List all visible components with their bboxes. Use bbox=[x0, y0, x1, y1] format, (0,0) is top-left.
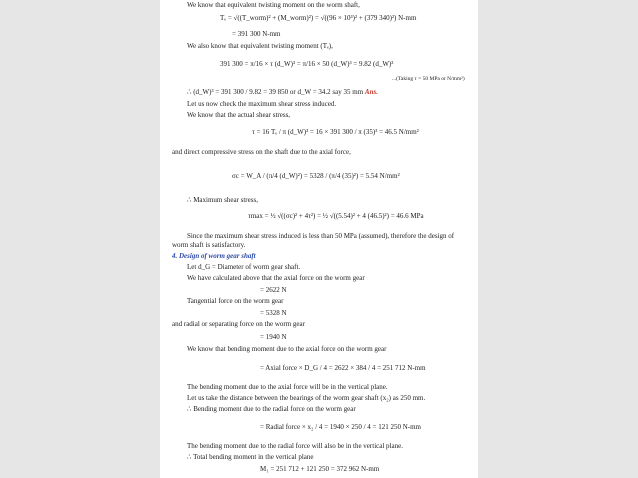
text-line: worm shaft is satisfactory. bbox=[172, 241, 246, 249]
equation-line: = 391 300 N-mm bbox=[232, 30, 281, 38]
equation-line: = 5328 N bbox=[260, 309, 287, 317]
text-line: ∴ Bending moment due to the radial force on the worm gear bbox=[187, 405, 356, 413]
text-line: We have calculated above that the axial force on the worm gear bbox=[187, 274, 365, 282]
answer-label: Ans. bbox=[364, 88, 378, 96]
text-line: Let d_G = Diameter of worm gear shaft. bbox=[187, 263, 301, 271]
equation-line: σc = W_A / (π/4 (d_W)²) = 5328 / (π/4 (35)²) = 5.54 N/mm² bbox=[232, 172, 400, 180]
text-line: We also know that equivalent twisting moment (Tₑ), bbox=[187, 42, 333, 50]
answer-line bbox=[187, 88, 378, 96]
text-line: The bending moment due to the radial force will also be in the vertical plane. bbox=[187, 442, 403, 450]
text-line: Since the maximum shear stress induced is less than 50 MPa (assumed), therefore the design of bbox=[187, 232, 455, 240]
equation-line: τmax = ½ √((σc)² + 4τ²) = ½ √((5.54)² + 4 (46.5)²) = 46.6 MPa bbox=[248, 212, 424, 220]
equation-line: M₁ = 251 712 + 121 250 = 372 962 N-mm bbox=[260, 465, 380, 473]
text-line: The bending moment due to the axial force will be in the vertical plane. bbox=[187, 383, 388, 391]
text-line: Let us now check the maximum shear stress induced. bbox=[187, 100, 337, 108]
equation-line: = Axial force × D_G / 4 = 2622 × 384 / 4 = 251 712 N-mm bbox=[260, 364, 426, 372]
text-line: and radial or separating force on the worm gear bbox=[172, 320, 305, 328]
text-line: We know that bending moment due to the axial force on the worm gear bbox=[187, 345, 387, 353]
text-line: Tangential force on the worm gear bbox=[187, 297, 284, 305]
equation-line: = Radial force × x₂ / 4 = 1940 × 250 / 4 = 121 250 N-mm bbox=[260, 423, 421, 431]
equation-line: Tₑ = √((T_worm)² + (M_worm)²) = √((96 × 10³)² + (379 340)²) N-mm bbox=[220, 14, 417, 22]
text-line: ∴ Total bending moment in the vertical plane bbox=[187, 453, 314, 461]
equation-line: 391 300 = π/16 × τ (d_W)³ = π/16 × 50 (d_W)³ = 9.82 (d_W)³ bbox=[220, 60, 394, 68]
text-line: Let us take the distance between the bearings of the worm gear shaft (x₂) as 250 mm. bbox=[187, 394, 426, 402]
text-line: and direct compressive stress on the shaft due to the axial force, bbox=[172, 148, 351, 156]
equation-line: τ = 16 Tₑ / π (d_W)³ = 16 × 391 300 / π (35)³ = 46.5 N/mm² bbox=[252, 128, 419, 136]
note-line: ...(Taking τ = 50 MPa or N/mm²) bbox=[392, 76, 465, 82]
equation-text: ∴ (d_W)³ = 391 300 / 9.82 = 39 850 or d_W = 34.2 say 35 mm bbox=[187, 88, 364, 96]
document-page bbox=[160, 0, 478, 478]
equation-line: = 2622 N bbox=[260, 286, 287, 294]
text-line: We know that the actual shear stress, bbox=[187, 111, 291, 119]
text-line: ∴ Maximum shear stress, bbox=[187, 196, 258, 204]
equation-line: = 1940 N bbox=[260, 333, 287, 341]
section-heading: 4. Design of worm gear shaft bbox=[172, 252, 256, 260]
text-line: We know that equivalent twisting moment on the worm shaft, bbox=[187, 1, 360, 9]
